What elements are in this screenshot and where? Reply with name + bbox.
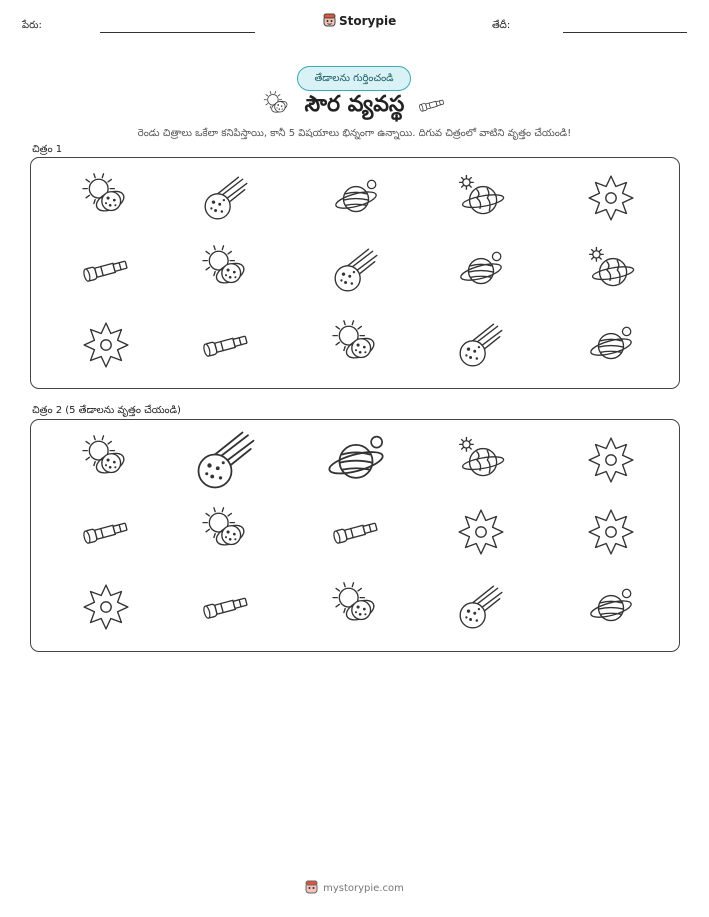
panel-1-item-sun-planet-icon [331, 320, 381, 370]
activity-badge: తేడాలను గుర్తించండి [297, 66, 411, 91]
panel-1-item-meteor-icon [331, 245, 381, 295]
panel-2-item-ringed-planet-icon[interactable] [586, 582, 636, 632]
panel-1-item-meteor-icon [456, 320, 506, 370]
panel-1-item-earth-sun-icon [586, 245, 636, 295]
panel-1-item-telescope-icon [201, 320, 251, 370]
panel-2-item-star-icon[interactable] [586, 435, 636, 485]
telescope-icon [418, 91, 446, 123]
panel-2-label: చిత్రం 2 (5 తేడాలను వృత్తం చేయండి) [32, 405, 181, 416]
panel-2-item-star-icon[interactable] [81, 582, 131, 632]
date-line[interactable] [563, 32, 687, 33]
picture-2-panel [30, 419, 680, 652]
name-label: పేరు: [22, 20, 42, 31]
panel-2-item-sun-planet-icon[interactable] [331, 582, 381, 632]
panel-1-item-ringed-planet-icon [456, 245, 506, 295]
panel-2-item-ringed-planet-icon[interactable] [323, 427, 389, 493]
panel-1-item-ringed-planet-icon [586, 320, 636, 370]
panel-2-item-earth-sun-icon[interactable] [456, 435, 506, 485]
title-row [0, 90, 709, 124]
panel-2-item-sun-planet-icon[interactable] [81, 435, 131, 485]
panel-2-item-star-icon[interactable] [586, 507, 636, 557]
footer [0, 880, 709, 896]
panel-1-item-star-icon [81, 320, 131, 370]
panel-2-item-meteor-icon[interactable] [193, 427, 259, 493]
brand-name: Storypie [339, 14, 397, 28]
name-line[interactable] [100, 32, 255, 33]
panel-1-item-star-icon [586, 173, 636, 223]
page-title: సౌర వ్యవస్థ [304, 92, 405, 117]
footer-url: mystorypie.com [323, 882, 404, 894]
panel-1-item-sun-planet-icon [201, 245, 251, 295]
panel-2-item-telescope-icon[interactable] [81, 507, 131, 557]
panel-2-item-meteor-icon[interactable] [456, 582, 506, 632]
instructions: రెండు చిత్రాలు ఒకేలా కనిపిస్తాయి, కానీ 5 విషయాలు భిన్నంగా ఉన్నాయి. దిగువ చిత్రంలో వాటిని వృత్తం చేయండి! [137, 128, 572, 139]
panel-1-item-telescope-icon [81, 245, 131, 295]
panel-2-item-sun-planet-icon[interactable] [201, 507, 251, 557]
brand-logo [323, 13, 396, 29]
panel-2-item-telescope-icon[interactable] [201, 582, 251, 632]
panel-2-item-telescope-icon[interactable] [331, 507, 381, 557]
picture-1-panel [30, 157, 680, 389]
panel-1-item-meteor-icon [201, 173, 251, 223]
date-label: తేదీ: [492, 20, 511, 31]
panel-1-item-ringed-planet-icon [331, 173, 381, 223]
panel-1-item-sun-planet-icon [81, 173, 131, 223]
panel-2-item-star-icon[interactable] [456, 507, 506, 557]
sun-planet-icon [263, 91, 291, 123]
panel-1-item-earth-sun-icon [456, 173, 506, 223]
panel-1-label: చిత్రం 1 [32, 144, 63, 155]
storypie-mascot-icon [305, 880, 318, 896]
storypie-mascot-icon [323, 13, 336, 29]
